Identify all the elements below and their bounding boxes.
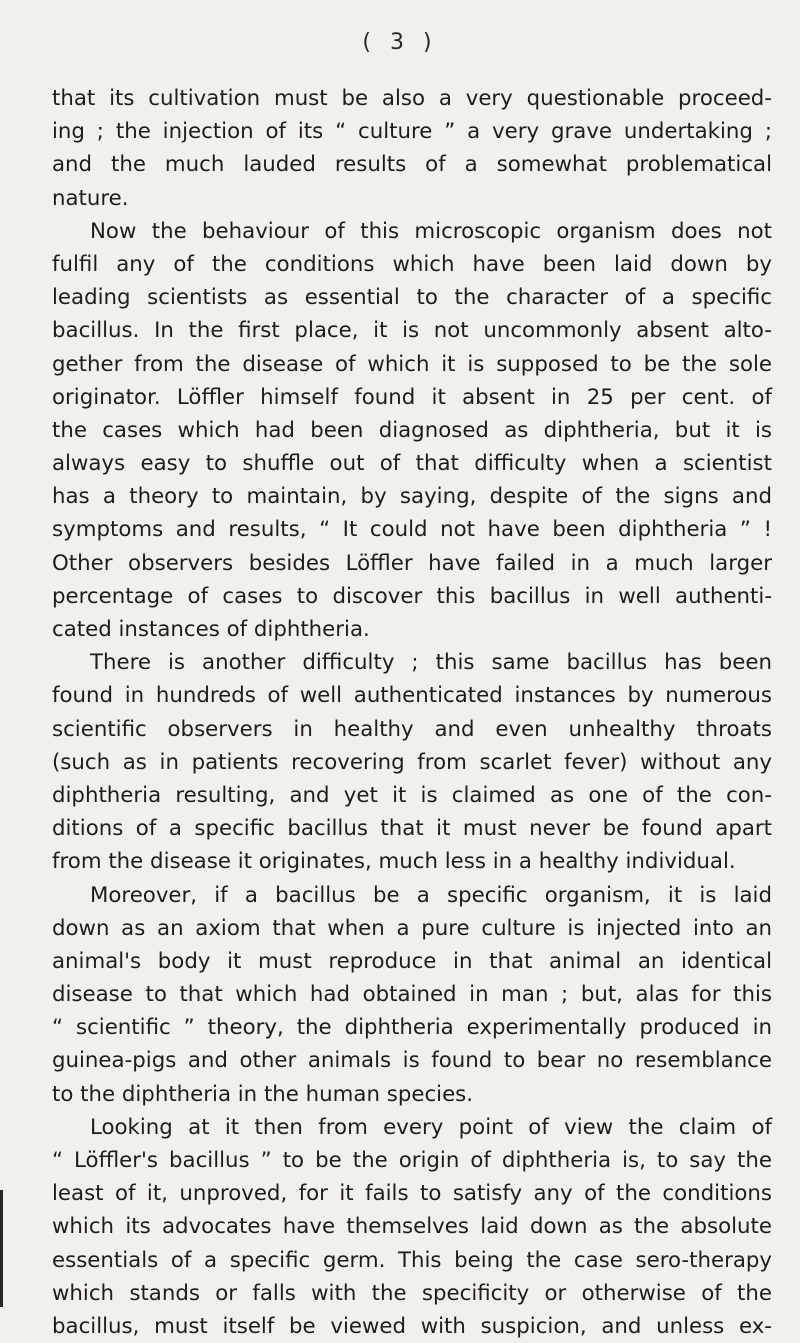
text-line: the cases which had been diagnosed as diphtheria, but it is [52, 417, 772, 443]
text-line: guinea-pigs and other animals is found to bear no resemblance [52, 1048, 772, 1074]
text-line: gether from the disease of which it is supposed to be the sole [52, 351, 772, 377]
text-line: nature. [52, 185, 129, 211]
text-line: has a theory to maintain, by saying, despite of the signs and [52, 484, 772, 510]
text-line: leading scientists as essential to the character of a specific [52, 285, 772, 311]
text-line: bacillus. In the first place, it is not uncommonly absent alto- [52, 318, 772, 344]
text-line: found in hundreds of well authenticated instances by numerous [52, 683, 772, 709]
text-line: “ Löffler's bacillus ” to be the origin of diphtheria is, to say the [52, 1148, 772, 1173]
text-line: symptoms and results, “ It could not have been diphtheria ” ! [52, 517, 772, 543]
text-line: percentage of cases to discover this bacillus in well authenti- [52, 583, 772, 609]
text-line: which its advocates have themselves laid down as the absolute [52, 1214, 772, 1240]
text-line: down as an axiom that when a pure culture is injected into an [52, 915, 772, 941]
text-line: Moreover, if a bacillus be a specific organism, it is laid [90, 882, 772, 908]
text-line: diphtheria resulting, and yet it is claimed as one of the con- [52, 782, 772, 808]
text-line: Other observers besides Löffler have failed in a much larger [52, 550, 772, 576]
text-line: “ scientific ” theory, the diphtheria experimentally produced in [52, 1015, 772, 1041]
text-line: always easy to shuffle out of that difficulty when a scientist [52, 451, 772, 477]
text-line: and the much lauded results of a somewhat problematical [52, 152, 772, 178]
text-line: to the diphtheria in the human species. [52, 1081, 474, 1107]
text-line: There is another difficulty ; this same bacillus has been [90, 650, 772, 676]
text-line: originator. Löffler himself found it absent in 25 per cent. of [52, 384, 772, 410]
text-line: animal's body it must reproduce in that animal an identical [52, 948, 772, 974]
page-number: ( 3 ) [362, 30, 438, 55]
text-line: disease to that which had obtained in man ; but, alas for this [52, 982, 772, 1008]
page-edge-shadow [0, 1190, 3, 1307]
text-line: scientific observers in healthy and even unhealthy throats [52, 716, 772, 742]
text-line: Now the behaviour of this microscopic organism does not [90, 218, 772, 244]
text-line: that its cultivation must be also a very questionable proceed- [52, 86, 772, 111]
text-line: ing ; the injection of its “ culture ” a very grave undertaking ; [52, 119, 772, 145]
text-line: fulfil any of the conditions which have been laid down by [52, 251, 772, 277]
body-text [52, 82, 772, 1343]
text-line: essentials of a specific germ. This being the case sero-therapy [52, 1247, 772, 1273]
text-line: bacillus, must itself be viewed with suspicion, and unless ex- [52, 1313, 772, 1339]
text-line: least of it, unproved, for it fails to satisfy any of the conditions [52, 1181, 772, 1207]
text-line: (such as in patients recovering from scarlet fever) without any [52, 749, 772, 775]
text-line: which stands or falls with the specificity or otherwise of the [52, 1280, 772, 1306]
text-line: ditions of a specific bacillus that it must never be found apart [52, 816, 772, 842]
text-line: cated instances of diphtheria. [52, 617, 370, 642]
text-line: from the disease it originates, much less in a healthy individual. [52, 849, 736, 875]
text-line: Looking at it then from every point of view the claim of [90, 1114, 772, 1140]
